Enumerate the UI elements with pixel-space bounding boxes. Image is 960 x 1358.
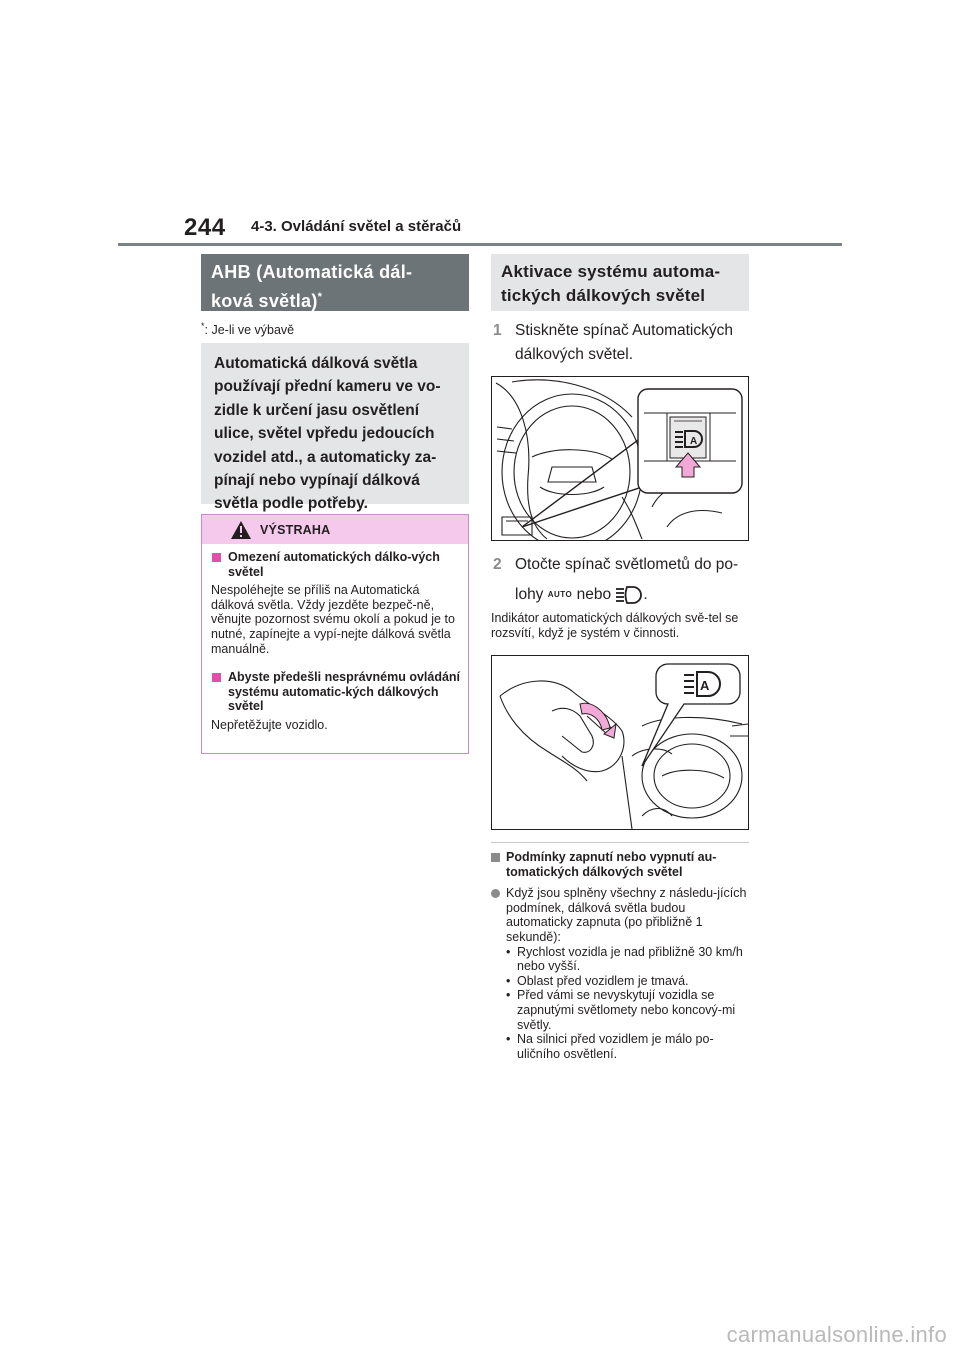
conditions-title-text: Podmínky zapnutí nebo vypnutí au-tomatických dálkových světel (506, 850, 717, 879)
watermark: carmanualsonline.info (726, 1322, 947, 1347)
lever-illustration (492, 656, 748, 829)
section-title: 4-3. Ovládání světel a stěračů (251, 218, 462, 235)
ahb-heading (201, 254, 469, 311)
warning-item-text: Nespoléhejte se příliš na Automatická dálková světla. Vždy jezděte bezpeč-ně, věnujte pozornost svému okolí a pokud je to nutné, zapínejte a vypí-nejte dálková světla manuálně. (211, 583, 455, 656)
warning-item2-title-text: Abyste předešli nesprávnému ovládání systému automatic-kých dálkových světel (228, 670, 461, 714)
activation-heading (491, 254, 749, 311)
warning-box (201, 514, 469, 754)
square-bullet-icon (212, 553, 221, 562)
warning-item-title (211, 550, 463, 579)
conditions-list (491, 945, 753, 1062)
page-number: 244 (184, 214, 226, 241)
condition-item: • Před vámi se nevyskytují vozidla se zapnutými světlomety nebo koncový-mi světly. (506, 988, 753, 1032)
footnote (201, 321, 294, 337)
ahb-heading-line1: AHB (Automatická dál- (211, 262, 413, 282)
ahb-heading-footnote-mark: * (317, 291, 323, 303)
footnote-mark: * (201, 321, 205, 331)
activation-heading-line1: Aktivace systému automa- (501, 262, 721, 281)
header-divider (118, 243, 842, 246)
warning-item1-title-text: Omezení automatických dálko-vých světel (228, 550, 440, 579)
step-1 (493, 319, 755, 369)
step-number: 1 (493, 322, 502, 339)
steering-wheel-illustration (492, 377, 748, 540)
step-2-text-c: nebo (576, 586, 612, 604)
condition-item: • Rychlost vozidla je nad přibližně 30 km/h nebo vyšší. (506, 945, 753, 974)
warning-label: VÝSTRAHA (260, 523, 331, 537)
headlight-icon (615, 585, 643, 605)
footnote-text: : Je-li ve výbavě (204, 323, 295, 338)
auto-position-icon: AUTO (547, 590, 573, 599)
step-text (515, 553, 755, 607)
figure-headlight-lever (491, 655, 749, 830)
circle-bullet-icon (491, 889, 500, 898)
warning-header (202, 515, 468, 544)
indicator-note: Indikátor automatických dálkových svě-tel se rozsvítí, když je systém v činnosti. (491, 611, 739, 640)
intro-box: Automatická dálková světla používají přední kameru ve vo-zidle k určení jasu osvětlení ulice, světel vpředu jedoucích vozidel atd., a automaticky za-pínají nebo vypínají dálková světla podle potřeby. (201, 343, 469, 504)
activation-heading-line2: tických dálkových světel (501, 286, 706, 305)
warning-item-text: Nepřetěžujte vozidlo. (211, 717, 328, 732)
conditions-lead-text: Když jsou splněny všechny z následu-jících podmínek, dálková světla budou automaticky zapnuta (po přibližně 1 sekundě): (506, 886, 747, 944)
conditions-title (491, 850, 753, 879)
square-bullet-icon (491, 853, 500, 862)
step-2-line1: Otočte spínač světlometů do po- (515, 556, 739, 573)
figure-ahb-switch (491, 376, 749, 541)
conditions-divider (491, 842, 749, 843)
step-2 (493, 553, 755, 605)
step-2-line2 (515, 583, 755, 607)
condition-item: • Oblast před vozidlem je tmavá. (506, 974, 753, 989)
warning-triangle-icon (230, 520, 252, 540)
condition-item: • Na silnici před vozidlem je málo po-uličního osvětlení. (506, 1032, 753, 1061)
svg-text:A: A (690, 436, 698, 447)
conditions-section (491, 850, 753, 1061)
conditions-lead (491, 886, 753, 944)
ahb-heading-line2: ková světla) (211, 291, 318, 311)
warning-body (211, 550, 463, 747)
step-text: Stiskněte spínač Automatických dálkových světel. (515, 322, 733, 363)
step-number: 2 (493, 556, 502, 573)
warning-item-title (211, 670, 463, 714)
square-bullet-icon (212, 673, 221, 682)
step-2-text-d: . (643, 586, 648, 604)
svg-text:A: A (700, 678, 710, 693)
step-2-text-b: lohy (515, 586, 544, 604)
